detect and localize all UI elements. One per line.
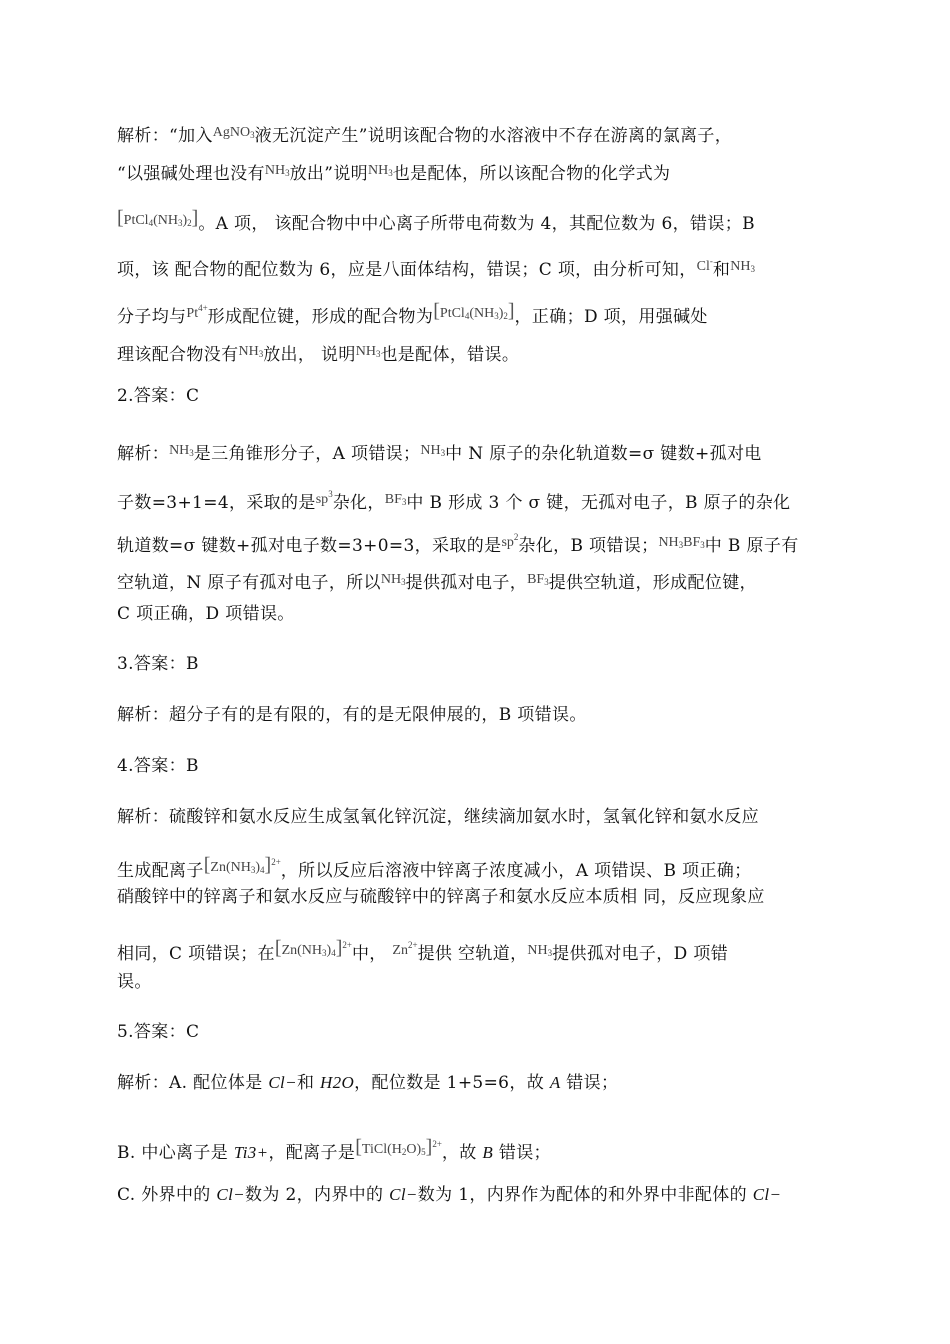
explanation-2-line-3: 轨道数=σ 键数+孤对电子数=3+0=3，采取的是$^{sp^2}$杂化，B 项错误；$^{NH_3BF_3}$中 B 原子有 [117, 532, 799, 556]
explanation-1-line-3: [PtCl4(NH3)2]。A 项， 该配合物中中心离子所带电荷数为 4，其配位数为 6，错误；B [117, 207, 755, 234]
explanation-2-line-4: 空轨道，N 原子有孤对电子，所以$^{NH_3}$提供孤对电子，$^{BF_3}$提供空轨道，形成配位键， [117, 572, 757, 593]
answer-2: 2.答案：C [117, 386, 200, 406]
explanation-1-line-1: 解析：“加入$^{AgNO_3}$液无沉淀产生”说明该配合物的水溶液中不存在游离的氯离子， [117, 125, 733, 146]
formula-nh3: NH3 [527, 943, 553, 958]
explanation-5-line-3: C. 外界中的 Cl−数为 2，内界中的 Cl−数为 1，内界作为配体的和外界中非配体的 Cl− [117, 1185, 782, 1205]
formula-sp3: sp3 [315, 489, 333, 507]
formula-bf3: BF3 [384, 492, 407, 507]
formula-nh3bf3: NH3BF3 [658, 535, 705, 550]
formula-nh3: NH3 [264, 163, 290, 178]
formula-nh3: NH3 [238, 344, 264, 359]
explanation-5-line-2: B. 中心离子是 Ti3+，配离子是$^{[TiCl(H_2O)_5]^{2+}}$，故 B 错误； [117, 1136, 551, 1163]
explanation-4-line-2: 生成配离子$^{[Zn(NH_3)_4]^{2+}}$，所以反应后溶液中锌离子浓度减小，A 项错误、B 项正确； [117, 854, 752, 881]
formula-zn-nh3-4-ion: [Zn(NH3)4]2+ [203, 854, 281, 876]
answer-4: 4.答案：B [117, 756, 199, 776]
explanation-5-line-1: 解析：A. 配位体是 Cl−和 H2O，配位数是 1+5=6，故 A 错误； [117, 1073, 619, 1093]
explanation-1-line-6: 理该配合物没有$^{NH_3}$放出， 说明$^{NH_3}$也是配体，错误。 [117, 344, 520, 365]
explanation-4-line-1: 解析：硫酸锌和氨水反应生成氢氧化锌沉淀，继续滴加氨水时，氢氧化锌和氨水反应 [117, 807, 759, 827]
formula-ptcl4-nh3-2: [PtCl4(NH3)2] [433, 300, 515, 322]
explanation-2-line-2: 子数=3+1=4，采取的是$^{sp^3}$杂化，$^{BF_3}$中 B 形成 3 个 σ 键，无孤对电子，B 原子的杂化 [117, 489, 791, 513]
formula-nh3: NH3 [380, 572, 406, 587]
formula-bf3: BF3 [527, 572, 549, 587]
answer-3: 3.答案：B [117, 654, 199, 674]
formula-nh3: NH3 [368, 163, 393, 178]
formula-nh3: NH3 [420, 443, 446, 458]
explanation-1-line-5: 分子均与$^{Pt^{4+}}$形成配位键，形成的配合物为[PtCl4(NH3)2]，正确；D 项，用强碱处 [117, 300, 708, 327]
explanation-3-line-1: 解析：超分子有的是有限的，有的是无限伸展的，B 项错误。 [117, 705, 587, 725]
explanation-4-line-4: 相同，C 项错误；在$^{[Zn(NH_3)_4]^{2+}}$中， $^{Zn^{2+}}$提供 空轨道，$^{NH_3}$提供孤对电子，D 项错 [117, 937, 729, 964]
formula-agno3: AgNO3 [212, 125, 255, 140]
explanation-2-line-1: 解析：$^{NH_3}$是三角锥形分子，A 项错误；$^{NH_3}$中 N 原子的杂化轨道数=σ 键数+孤对电 [117, 443, 762, 464]
explanation-4-line-5: 误。 [117, 972, 152, 992]
explanation-4-line-3: 硝酸锌中的锌离子和氨水反应与硫酸锌中的锌离子和氨水反应本质相 同，反应现象应 [117, 887, 765, 907]
formula-sp2: sp2 [501, 532, 519, 550]
formula-ptcl4-nh3-2: [PtCl4(NH3)2] [117, 207, 199, 229]
formula-ticl-h2o-5-ion: [TiCl(H2O)5]2+ [355, 1136, 442, 1158]
answer-5: 5.答案：C [117, 1022, 200, 1042]
formula-nh3: NH3 [730, 259, 755, 274]
formula-zn-nh3-4-ion: [Zn(NH3)4]2+ [274, 937, 352, 959]
explanation-1-line-4: 项，该 配合物的配位数为 6，应是八面体结构，错误；C 项，由分析可知，$^{Cl^-}$和$^{NH_3}$ [117, 256, 755, 280]
explanation-1-line-2: “以强碱处理也没有$^{NH_3}$放出”说明$^{NH_3}$也是配体，所以该配合物的化学式为 [117, 163, 671, 184]
formula-zn2-ion: Zn2+ [392, 940, 418, 958]
formula-nh3: NH3 [355, 344, 381, 359]
explanation-2-line-5: C 项正确，D 项错误。 [117, 604, 295, 624]
formula-nh3: NH3 [169, 443, 194, 458]
formula-pt4-ion: Pt4+ [186, 303, 208, 321]
formula-cl-ion: Cl- [696, 256, 713, 274]
